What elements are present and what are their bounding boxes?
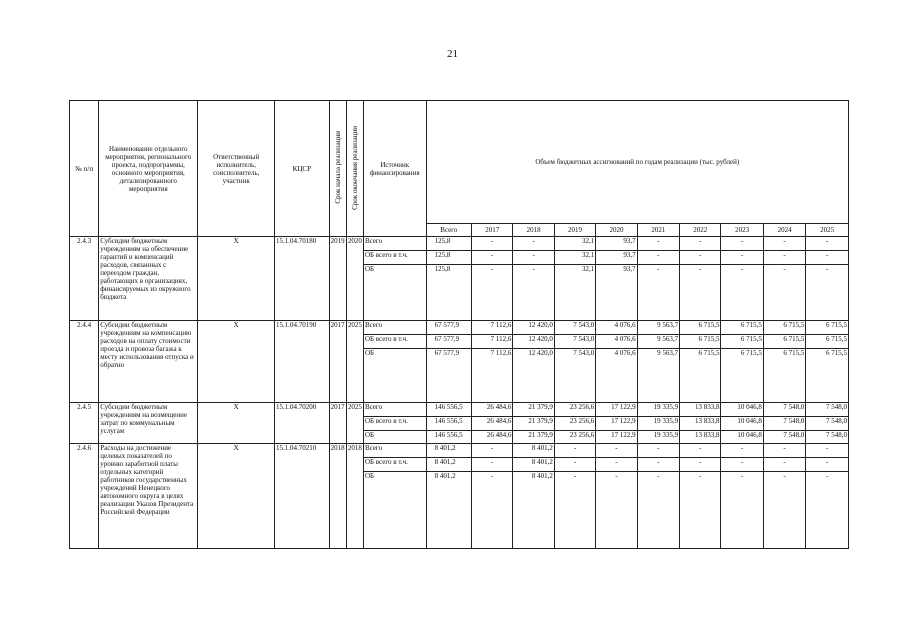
amount-cell: - [721, 472, 763, 549]
amount-cell: 21 379,9 [513, 431, 554, 444]
amount-cell: 10 046,8 [721, 431, 763, 444]
item-number: 2.4.6 [70, 444, 99, 549]
amount-cell: - [763, 251, 805, 265]
amount-cell: 6 715,5 [680, 335, 721, 349]
amount-cell: 7 548,0 [763, 431, 805, 444]
header-kcsr: КЦСР [275, 101, 330, 237]
funding-source: ОБ [363, 265, 426, 321]
table-row [70, 321, 849, 335]
amount-cell: 32,1 [554, 251, 595, 265]
amount-cell: 6 715,5 [763, 321, 805, 335]
amount-cell: - [554, 444, 595, 458]
amount-cell: 17 122,9 [596, 431, 637, 444]
amount-cell: 12 420,0 [513, 321, 554, 335]
amount-cell: - [513, 251, 554, 265]
amount-cell: 26 484,6 [472, 403, 513, 417]
item-kcsr: 15.1.04.70180 [275, 237, 330, 321]
amount-cell: 23 256,6 [554, 403, 595, 417]
amount-cell: - [763, 444, 805, 458]
amount-cell: - [680, 458, 721, 472]
amount-cell: 10 046,8 [721, 417, 763, 431]
amount-cell: 67 577,9 [426, 321, 471, 335]
amount-cell: 19 335,9 [637, 417, 679, 431]
amount-cell: - [513, 237, 554, 251]
amount-cell: - [637, 265, 679, 321]
amount-cell: 9 563,7 [637, 321, 679, 335]
amount-cell: 7 543,0 [554, 335, 595, 349]
header-volume: Объем бюджетных ассигнований по годам реализации (тыс. рублей) [426, 101, 848, 224]
item-number: 2.4.5 [70, 403, 99, 444]
amount-cell: 8 401,2 [513, 458, 554, 472]
amount-cell: - [513, 265, 554, 321]
amount-cell: 23 256,6 [554, 417, 595, 431]
amount-cell: 12 420,0 [513, 349, 554, 403]
amount-cell: 6 715,5 [721, 349, 763, 403]
funding-source: ОБ [363, 431, 426, 444]
amount-cell: - [680, 237, 721, 251]
amount-cell: - [680, 251, 721, 265]
amount-cell: 26 484,6 [472, 431, 513, 444]
year-header: 2021 [637, 224, 679, 237]
funding-source: Всего [363, 321, 426, 335]
amount-cell: 6 715,5 [680, 349, 721, 403]
funding-source: ОБ всего в т.ч. [363, 251, 426, 265]
amount-cell: - [763, 458, 805, 472]
amount-cell: - [763, 472, 805, 549]
year-header: 2017 [472, 224, 513, 237]
year-header: 2024 [763, 224, 805, 237]
funding-source: ОБ [363, 472, 426, 549]
amount-cell: 8 401,2 [426, 472, 471, 549]
amount-cell: 13 833,8 [680, 417, 721, 431]
amount-cell: 6 715,5 [721, 321, 763, 335]
amount-cell: 6 715,5 [680, 321, 721, 335]
amount-cell: - [472, 444, 513, 458]
item-responsible: X [198, 237, 275, 321]
amount-cell: - [637, 444, 679, 458]
amount-cell: 93,7 [596, 251, 637, 265]
year-header: 2020 [596, 224, 637, 237]
amount-cell: 4 076,6 [596, 335, 637, 349]
amount-cell: 146 556,5 [426, 431, 471, 444]
amount-cell: 7 543,0 [554, 349, 595, 403]
amount-cell: 9 563,7 [637, 335, 679, 349]
amount-cell: - [596, 458, 637, 472]
amount-cell: 8 401,2 [513, 444, 554, 458]
amount-cell: 10 046,8 [721, 403, 763, 417]
amount-cell: - [596, 444, 637, 458]
amount-cell: - [721, 265, 763, 321]
amount-cell: 7 548,0 [763, 403, 805, 417]
amount-cell: - [806, 251, 849, 265]
amount-cell: 7 112,6 [472, 349, 513, 403]
amount-cell: - [472, 251, 513, 265]
item-number: 2.4.3 [70, 237, 99, 321]
amount-cell: 125,8 [426, 251, 471, 265]
amount-cell: - [472, 265, 513, 321]
amount-cell: 8 401,2 [426, 458, 471, 472]
amount-cell: 93,7 [596, 265, 637, 321]
funding-source: Всего [363, 403, 426, 417]
amount-cell: 6 715,5 [806, 349, 849, 403]
header-end: Срок окончания реализации [346, 101, 363, 237]
amount-cell: 7 112,6 [472, 335, 513, 349]
table-row [70, 237, 849, 251]
item-start-year: 2018 [329, 444, 346, 549]
header-name: Наименование отдельного мероприятия, регионального проекта, подпрограммы, основного мероприятия, детализированного мероприятия [99, 101, 198, 237]
table-row [70, 444, 849, 458]
year-header: 2022 [680, 224, 721, 237]
item-end-year: 2025 [346, 321, 363, 403]
amount-cell: 6 715,5 [763, 335, 805, 349]
amount-cell: - [721, 444, 763, 458]
amount-cell: 8 401,2 [513, 472, 554, 549]
item-responsible: X [198, 403, 275, 444]
header-source: Источник финансирования [363, 101, 426, 237]
amount-cell: 21 379,9 [513, 403, 554, 417]
item-end-year: 2025 [346, 403, 363, 444]
item-kcsr: 15.1.04.70200 [275, 403, 330, 444]
year-header: 2025 [806, 224, 849, 237]
item-name: Субсидии бюджетным учреждениям на возмещение затрат по коммунальным услугам [99, 403, 198, 444]
amount-cell: - [637, 458, 679, 472]
funding-source: ОБ [363, 349, 426, 403]
amount-cell: 17 122,9 [596, 403, 637, 417]
header-start: Срок начала реализации [329, 101, 346, 237]
amount-cell: - [554, 458, 595, 472]
amount-cell: - [806, 265, 849, 321]
item-responsible: X [198, 444, 275, 549]
amount-cell: - [472, 458, 513, 472]
amount-cell: 67 577,9 [426, 349, 471, 403]
amount-cell: 67 577,9 [426, 335, 471, 349]
amount-cell: - [637, 472, 679, 549]
amount-cell: - [721, 237, 763, 251]
amount-cell: 6 715,5 [806, 335, 849, 349]
amount-cell: 7 543,0 [554, 321, 595, 335]
amount-cell: 17 122,9 [596, 417, 637, 431]
item-kcsr: 15.1.04.70210 [275, 444, 330, 549]
amount-cell: 7 112,6 [472, 321, 513, 335]
amount-cell: - [472, 237, 513, 251]
amount-cell: 32,1 [554, 265, 595, 321]
amount-cell: 26 484,6 [472, 417, 513, 431]
amount-cell: - [680, 472, 721, 549]
amount-cell: 32,1 [554, 237, 595, 251]
amount-cell: - [806, 444, 849, 458]
amount-cell: - [721, 458, 763, 472]
amount-cell: 125,8 [426, 265, 471, 321]
year-header: 2019 [554, 224, 595, 237]
amount-cell: - [554, 472, 595, 549]
item-responsible: X [198, 321, 275, 403]
item-start-year: 2017 [329, 321, 346, 403]
amount-cell: - [596, 472, 637, 549]
amount-cell: - [763, 237, 805, 251]
amount-cell: 7 548,0 [806, 417, 849, 431]
amount-cell: 21 379,9 [513, 417, 554, 431]
year-header: 2023 [721, 224, 763, 237]
item-kcsr: 15.1.04.70190 [275, 321, 330, 403]
header-num: № п/п [70, 101, 99, 237]
amount-cell: 146 556,5 [426, 403, 471, 417]
item-end-year: 2018 [346, 444, 363, 549]
amount-cell: - [680, 265, 721, 321]
header-responsible: Ответственный исполнитель, соисполнитель, участник [198, 101, 275, 237]
funding-source: Всего [363, 444, 426, 458]
amount-cell: 4 076,6 [596, 321, 637, 335]
amount-cell: 9 563,7 [637, 349, 679, 403]
amount-cell: - [763, 265, 805, 321]
funding-source: Всего [363, 237, 426, 251]
amount-cell: 19 335,9 [637, 403, 679, 417]
amount-cell: 93,7 [596, 237, 637, 251]
funding-source: ОБ всего в т.ч. [363, 458, 426, 472]
amount-cell: 6 715,5 [763, 349, 805, 403]
amount-cell: 146 556,5 [426, 417, 471, 431]
amount-cell: - [680, 444, 721, 458]
amount-cell: - [721, 251, 763, 265]
amount-cell: 125,8 [426, 237, 471, 251]
amount-cell: 19 335,9 [637, 431, 679, 444]
amount-cell: 13 833,8 [680, 403, 721, 417]
amount-cell: 7 548,0 [806, 403, 849, 417]
amount-cell: 7 548,0 [763, 417, 805, 431]
amount-cell: - [806, 458, 849, 472]
amount-cell: - [637, 251, 679, 265]
amount-cell: 4 076,6 [596, 349, 637, 403]
item-number: 2.4.4 [70, 321, 99, 403]
budget-table [69, 100, 849, 549]
amount-cell: 23 256,6 [554, 431, 595, 444]
item-name: Расходы на достижение целевых показателей по уровню заработной платы отдельных категорий работников государственных учреждений Ненецкого автономного округа в целях реализации Указов Президента Российской Федерации [99, 444, 198, 549]
amount-cell: 7 548,0 [806, 431, 849, 444]
amount-cell: 6 715,5 [721, 335, 763, 349]
page-number: 21 [447, 48, 458, 60]
funding-source: ОБ всего в т.ч. [363, 335, 426, 349]
amount-cell: 12 420,0 [513, 335, 554, 349]
amount-cell: - [806, 237, 849, 251]
funding-source: ОБ всего в т.ч. [363, 417, 426, 431]
year-header: Всего [426, 224, 471, 237]
item-start-year: 2017 [329, 403, 346, 444]
item-name: Субсидии бюджетным учреждениям на обеспечение гарантий и компенсаций расходов, связанных с переездом граждан, работающих в организациях, финансируемых из окружного бюджета [99, 237, 198, 321]
amount-cell: - [806, 472, 849, 549]
table-row [70, 403, 849, 417]
item-end-year: 2020 [346, 237, 363, 321]
amount-cell: - [472, 472, 513, 549]
item-start-year: 2019 [329, 237, 346, 321]
item-name: Субсидии бюджетным учреждениям на компенсацию расходов на оплату стоимости проезда и провоза багажа к месту использования отпуска и обратно [99, 321, 198, 403]
amount-cell: 6 715,5 [806, 321, 849, 335]
year-header: 2018 [513, 224, 554, 237]
amount-cell: - [637, 237, 679, 251]
amount-cell: 8 401,2 [426, 444, 471, 458]
amount-cell: 13 833,8 [680, 431, 721, 444]
